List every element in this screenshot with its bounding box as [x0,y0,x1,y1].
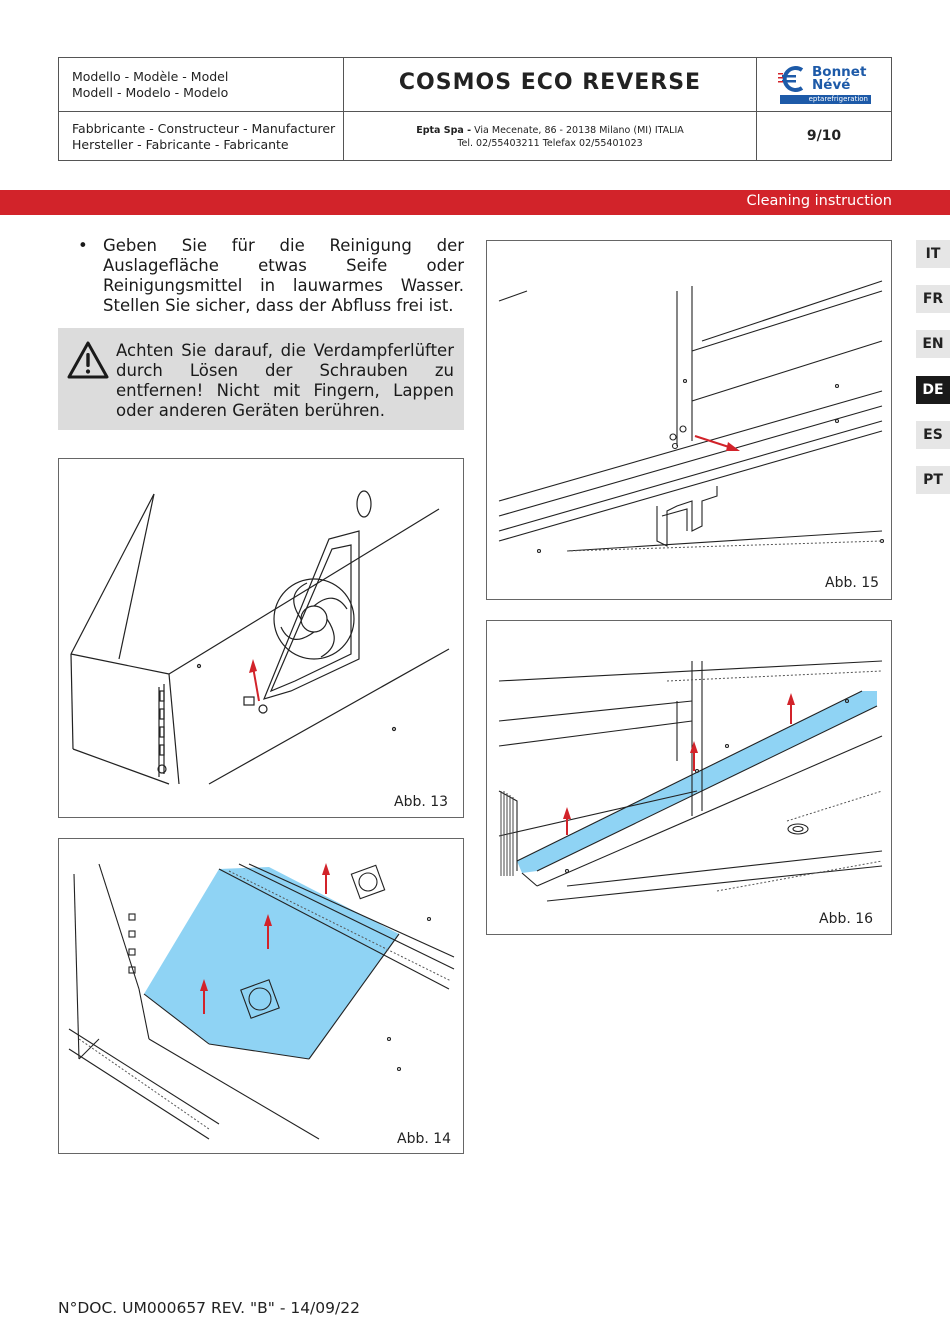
logo-text-line1: Bonnet [812,64,867,80]
warning-triangle-icon [66,340,110,380]
model-label [72,69,228,101]
company-phone: Tel. 02/55403211 Telefax 02/55401023 [457,138,643,149]
logo-text-line2: Névé [812,77,851,93]
warning-text: Achten Sie darauf, die Verdampferlüfter durch Lösen der Schrauben zu entfernen! Nicht mit Fingern, Lappen oder anderen Geräten berühren. [116,341,454,420]
figure-14-caption: Abb. 14 [397,1131,452,1147]
manufacturer-label-line1: Fabbricante - Constructeur - Manufacturer [72,121,336,136]
figure-15-caption: Abb. 15 [825,575,880,591]
lang-tab-it[interactable]: IT [916,240,950,268]
header-table [58,57,892,161]
company-address: Via Mecenate, 86 - 20138 Milano (MI) ITALIA [474,125,684,136]
section-title: Cleaning instruction [746,193,892,209]
figure-15 [486,240,892,600]
figure-13 [58,458,464,818]
section-band [0,190,950,215]
bullet-marker: • [78,236,88,255]
lang-tab-fr[interactable]: FR [916,285,950,313]
lang-tab-es[interactable]: ES [916,421,950,449]
manufacturer-address [344,124,756,150]
logo-subtitle: eptarefrigeration [780,95,871,104]
figure-16-caption: Abb. 16 [819,911,874,927]
figure-13-illustration [59,459,464,818]
figure-16-illustration [487,621,892,935]
euro-logo-icon [778,64,808,94]
document-number: N°DOC. UM000657 REV. "B" - 14/09/22 [58,1299,360,1317]
page-number: 9/10 [806,128,842,144]
company-logo [778,64,873,108]
bullet-text: Geben Sie für die Reinigung der Auslagefläche etwas Seife oder Reinigungsmittel in lauwarmes Wasser. Stellen Sie sicher, dass der Abfluss frei ist. [103,236,464,315]
figure-13-caption: Abb. 13 [394,794,449,810]
figure-14 [58,838,464,1154]
manufacturer-label [72,121,335,153]
lang-tab-en[interactable]: EN [916,330,950,358]
manufacturer-label-line2: Hersteller - Fabricante - Fabricante [72,137,289,152]
figure-15-illustration [487,241,892,600]
model-label-line1: Modello - Modèle - Model [72,69,229,84]
lang-tab-pt[interactable]: PT [916,466,950,494]
model-label-line2: Modell - Modelo - Modelo [72,85,229,100]
lang-tab-de[interactable]: DE [916,376,950,404]
document-title: COSMOS ECO REVERSE [398,70,702,95]
figure-16 [486,620,892,935]
company-name: Epta Spa - [416,125,472,136]
figure-14-illustration [59,839,464,1154]
